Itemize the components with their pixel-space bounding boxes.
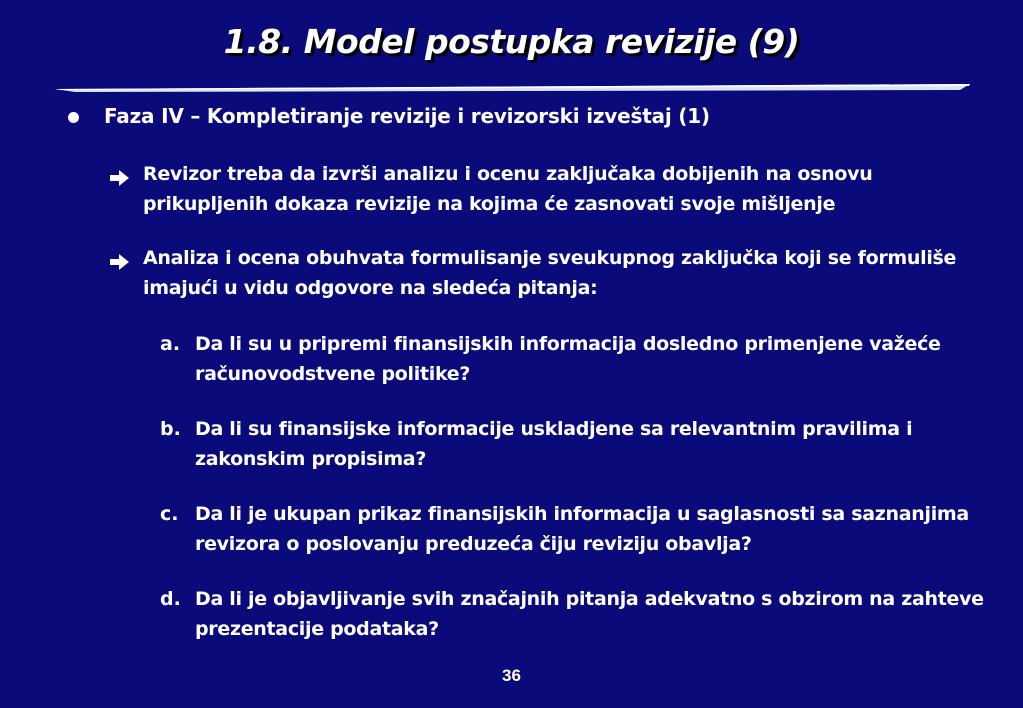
question-text-a: Da li su u pripremi finansijskih informacija dosledno primenjene važeće računovodstvene politike? — [195, 333, 941, 385]
right-arrow-icon — [110, 254, 130, 270]
right-arrow-icon — [110, 170, 130, 186]
page-number: 36 — [502, 666, 521, 685]
question-letter-b: b. — [160, 418, 181, 440]
question-text-b: Da li su finansijske informacije uskladjene sa relevantnim pravilima i zakonskim propisima? — [195, 418, 913, 470]
question-letter-c: c. — [160, 503, 179, 525]
question-letter-d: d. — [160, 588, 181, 610]
question-text-d: Da li je objavljivanje svih značajnih pitanja adekvatno s obzirom na zahteve prezentacije podataka? — [195, 588, 984, 640]
point-text-2: Analiza i ocena obuhvata formulisanje sveukupnog zaključka koji se formuliše imajući u vidu odgovore na sledeća pitanja: — [143, 247, 957, 299]
slide-title: 1.8. Model postupka revizije (9) — [223, 22, 800, 61]
question-letter-a: a. — [160, 333, 181, 355]
point-text-1: Revizor treba da izvrši analizu i ocenu zaključaka dobijenih na osnovu prikupljenih dokaza revizije na kojima će zasnovati svoje mišljenje — [143, 163, 873, 215]
section-heading: Faza IV – Kompletiranje revizije i revizorski izveštaj (1) — [104, 104, 710, 128]
title-divider — [55, 84, 970, 92]
question-text-c: Da li je ukupan prikaz finansijskih informacija u saglasnosti sa saznanjima revizora o poslovanju preduzeća čiju reviziju obavlja? — [195, 503, 969, 555]
bullet-dot-icon — [68, 112, 79, 123]
